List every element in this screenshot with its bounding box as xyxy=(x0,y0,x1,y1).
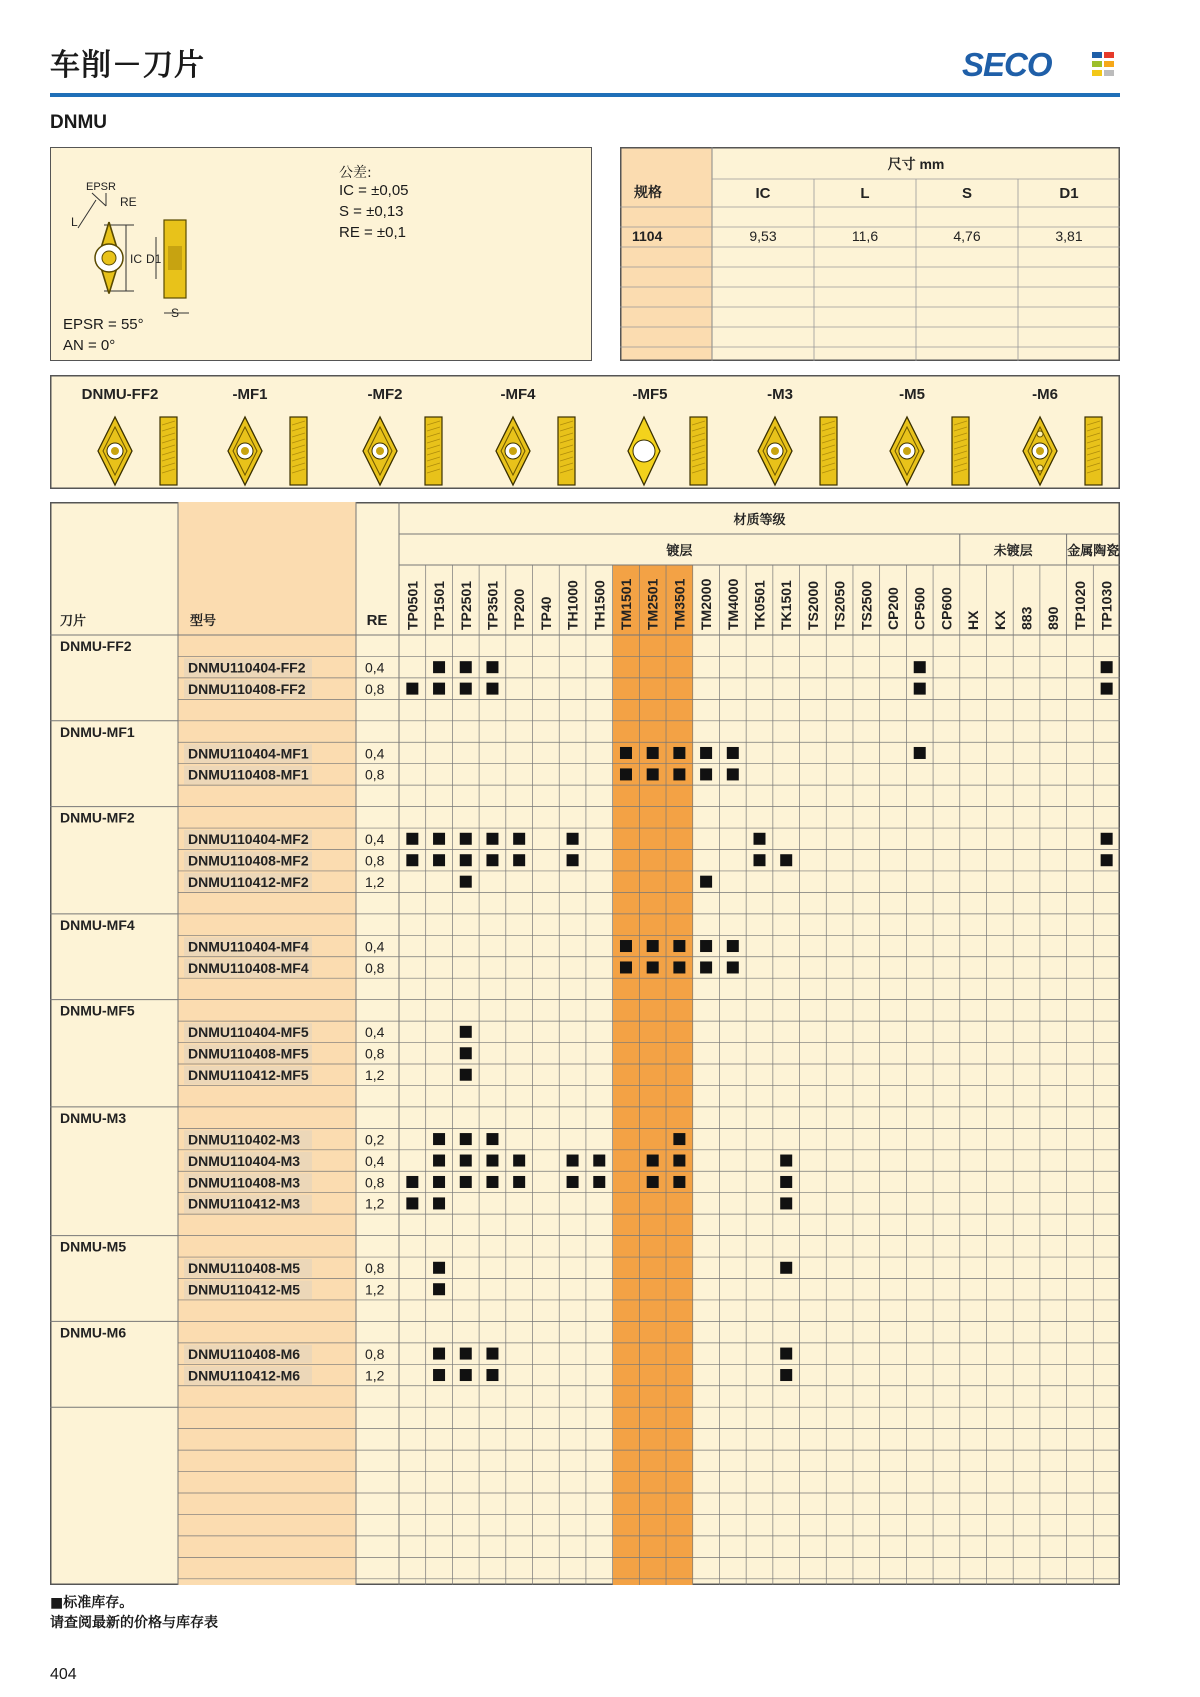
insert-column-header: 刀片 xyxy=(60,613,87,628)
stock-mark xyxy=(700,876,712,888)
stock-mark xyxy=(727,961,739,973)
stock-mark xyxy=(460,876,472,888)
stock-mark xyxy=(673,747,685,759)
grade-header-tm4000: TM4000 xyxy=(724,578,741,630)
grade-header-tp1030: TP1030 xyxy=(1098,580,1115,630)
re-value: 0,8 xyxy=(365,1174,385,1191)
model-code: DNMU110412-MF2 xyxy=(188,873,309,890)
insert-type-label: -MF4 xyxy=(500,386,536,403)
insert-hole-inner xyxy=(376,447,384,455)
insert-type-label: -M3 xyxy=(767,386,793,403)
l-label: L xyxy=(71,215,78,229)
re-value: 0,2 xyxy=(365,1131,385,1148)
stock-mark xyxy=(593,1176,605,1188)
model-code: DNMU110408-MF4 xyxy=(188,959,309,976)
stock-mark xyxy=(914,747,926,759)
stock-mark xyxy=(647,1176,659,1188)
material-header: 材质等级 xyxy=(733,512,786,527)
dims-size-header: 规格 xyxy=(634,184,662,200)
stock-mark xyxy=(406,1197,418,1209)
stock-mark xyxy=(433,661,445,673)
re-value: 1,2 xyxy=(365,1195,385,1212)
insert-type-label: -M5 xyxy=(899,386,925,403)
stock-mark xyxy=(433,1283,445,1295)
stock-mark xyxy=(460,1047,472,1059)
stock-mark xyxy=(460,1133,472,1145)
stock-mark xyxy=(1101,661,1113,673)
re-value: 0,4 xyxy=(365,938,385,955)
stock-mark xyxy=(914,661,926,673)
grade-header-cp600: CP600 xyxy=(938,587,955,630)
dims-value: 4,76 xyxy=(953,228,981,244)
stock-mark xyxy=(780,1369,792,1381)
stock-mark xyxy=(780,1262,792,1274)
re-value: 1,2 xyxy=(365,873,385,890)
stock-mark xyxy=(460,1348,472,1360)
group-header: 金属陶瓷 xyxy=(1067,543,1120,558)
model-code: DNMU110402-M3 xyxy=(188,1131,301,1148)
grade-header-ts2500: TS2500 xyxy=(858,580,875,630)
insert-type-label: -M6 xyxy=(1032,386,1058,403)
stock-mark xyxy=(460,661,472,673)
re-value: 0,8 xyxy=(365,1345,385,1362)
dims-size-column xyxy=(622,149,713,360)
dimensions-table xyxy=(620,147,1120,361)
stock-mark xyxy=(673,1155,685,1167)
stock-mark xyxy=(1101,833,1113,845)
grade-header-tp3501: TP3501 xyxy=(484,580,501,630)
stock-mark xyxy=(460,854,472,866)
dims-value: 9,53 xyxy=(749,228,777,244)
stock-mark xyxy=(460,1069,472,1081)
dims-col-header-l: L xyxy=(860,185,870,202)
stock-mark xyxy=(1101,854,1113,866)
insert-hole-inner xyxy=(1036,447,1044,455)
stock-mark xyxy=(486,661,498,673)
stock-mark xyxy=(754,854,766,866)
re-label: RE xyxy=(120,195,137,209)
stock-mark xyxy=(433,1369,445,1381)
grade-header-kx: KX xyxy=(991,610,1008,630)
stock-mark xyxy=(433,683,445,695)
re-value: 0,4 xyxy=(365,831,385,848)
section-title: DNMU xyxy=(50,112,107,133)
stock-mark xyxy=(567,1155,579,1167)
grade-header-tm3501: TM3501 xyxy=(671,578,688,630)
grade-header-ts2000: TS2000 xyxy=(804,580,821,630)
stock-mark xyxy=(433,854,445,866)
insert-hole xyxy=(633,440,655,462)
model-code: DNMU110408-M3 xyxy=(188,1174,301,1191)
dims-col-header-d1: D1 xyxy=(1059,185,1079,202)
insert-hole-inner xyxy=(903,447,911,455)
model-code: DNMU110408-MF2 xyxy=(188,852,309,869)
stock-mark xyxy=(673,1133,685,1145)
model-code: DNMU110412-MF5 xyxy=(188,1067,309,1083)
stock-mark xyxy=(486,1176,498,1188)
stock-mark xyxy=(780,1155,792,1167)
grade-header-890: 890 xyxy=(1045,606,1062,630)
stock-mark xyxy=(486,1155,498,1167)
insert-type-label: -MF2 xyxy=(367,386,403,403)
ic-label: IC xyxy=(130,252,142,266)
price-note: 请查阅最新的价格与库存表 xyxy=(50,1615,218,1631)
stock-mark xyxy=(567,854,579,866)
stock-mark xyxy=(433,1197,445,1209)
stock-mark xyxy=(567,1176,579,1188)
group-header: 未镀层 xyxy=(993,543,1033,558)
stock-mark xyxy=(780,1197,792,1209)
s-label: S xyxy=(171,306,180,318)
stock-mark xyxy=(647,1155,659,1167)
grade-header-tp2501: TP2501 xyxy=(457,580,474,630)
stock-mark xyxy=(620,747,632,759)
stock-mark xyxy=(433,1176,445,1188)
model-code: DNMU110404-MF2 xyxy=(188,831,309,848)
grade-header-tm2501: TM2501 xyxy=(644,578,661,630)
re-value: 0,4 xyxy=(365,659,385,676)
tolerance-heading: 公差: xyxy=(339,165,372,181)
stock-mark xyxy=(700,940,712,952)
an-note: AN = 0° xyxy=(63,337,116,354)
stock-mark xyxy=(673,940,685,952)
stock-mark xyxy=(406,854,418,866)
stock-mark xyxy=(914,683,926,695)
stock-mark xyxy=(486,833,498,845)
re-value: 0,8 xyxy=(365,766,385,783)
model-code: DNMU110412-M6 xyxy=(188,1367,301,1384)
grade-header-tp200: TP200 xyxy=(511,588,528,630)
grade-header-hx: HX xyxy=(965,610,982,630)
tolerance-panel xyxy=(50,147,592,361)
dims-col-header-ic: IC xyxy=(755,185,771,202)
stock-mark xyxy=(647,747,659,759)
model-column-header: 型号 xyxy=(190,613,217,628)
model-code: DNMU110404-MF5 xyxy=(188,1024,309,1041)
stock-mark xyxy=(567,833,579,845)
insert-group-name: DNMU-M6 xyxy=(60,1324,127,1341)
dims-group-header: 尺寸 mm xyxy=(887,156,945,172)
epsr-label: EPSR xyxy=(86,181,116,193)
stock-mark xyxy=(513,854,525,866)
stock-mark xyxy=(700,961,712,973)
grade-header-tk0501: TK0501 xyxy=(751,580,768,630)
insert-dot xyxy=(1037,465,1043,471)
re-value: 0,4 xyxy=(365,1152,385,1169)
insert-type-label: -MF1 xyxy=(232,386,268,403)
stock-mark xyxy=(780,1348,792,1360)
re-value: 1,2 xyxy=(365,1367,385,1384)
stock-mark xyxy=(673,961,685,973)
stock-mark xyxy=(513,1176,525,1188)
page-number: 404 xyxy=(50,1666,77,1683)
re-value: 1,2 xyxy=(365,1281,385,1298)
grade-header-tm2000: TM2000 xyxy=(698,578,715,630)
re-value: 0,8 xyxy=(365,680,385,697)
stock-mark xyxy=(406,1176,418,1188)
stock-mark xyxy=(647,961,659,973)
highlight-column-tm2501 xyxy=(639,565,666,1585)
epsr-note: EPSR = 55° xyxy=(63,316,144,333)
model-code: DNMU110408-M5 xyxy=(188,1260,301,1277)
grade-header-th1000: TH1000 xyxy=(564,580,581,630)
insert-group-name: DNMU-FF2 xyxy=(60,638,132,654)
stock-mark xyxy=(780,1176,792,1188)
model-code: DNMU110408-MF5 xyxy=(188,1045,309,1062)
re-value: 0,8 xyxy=(365,852,385,869)
insert-hole-inner xyxy=(241,447,249,455)
stock-mark xyxy=(647,768,659,780)
insert-dot xyxy=(1037,431,1043,437)
model-code: DNMU110408-M6 xyxy=(188,1345,301,1362)
stock-mark xyxy=(620,961,632,973)
insert-hole-inner xyxy=(771,447,779,455)
grade-header-ts2050: TS2050 xyxy=(831,580,848,630)
stock-mark xyxy=(754,833,766,845)
insert-types-strip xyxy=(50,375,1120,489)
model-code: DNMU110408-FF2 xyxy=(188,680,306,697)
stock-mark xyxy=(647,940,659,952)
stock-mark xyxy=(727,747,739,759)
stock-mark xyxy=(1101,683,1113,695)
re-value: 0,8 xyxy=(365,1045,385,1062)
stock-mark xyxy=(460,1176,472,1188)
stock-mark xyxy=(433,833,445,845)
dims-value: 11,6 xyxy=(851,228,879,244)
stock-mark xyxy=(460,833,472,845)
stock-mark xyxy=(433,1133,445,1145)
grade-availability-table xyxy=(50,502,1120,1585)
stock-mark xyxy=(460,683,472,695)
insert-dimension-diagram xyxy=(56,158,276,318)
stock-mark xyxy=(727,768,739,780)
grade-header-cp200: CP200 xyxy=(885,587,902,630)
stock-mark xyxy=(513,1155,525,1167)
model-code: DNMU110404-MF4 xyxy=(188,938,309,955)
re-column-header: RE xyxy=(366,612,388,629)
re-value: 1,2 xyxy=(365,1067,385,1083)
grade-header-tk1501: TK1501 xyxy=(778,580,795,630)
stock-mark xyxy=(486,1369,498,1381)
insert-group-name: DNMU-MF2 xyxy=(60,809,135,826)
seco-logo-mark-icon xyxy=(1092,52,1114,76)
re-value: 0,4 xyxy=(365,745,385,762)
insert-type-label: -MF5 xyxy=(632,386,668,403)
re-value: 0,8 xyxy=(365,1260,385,1277)
stock-legend: ■标准库存。 xyxy=(50,1595,134,1611)
stock-mark xyxy=(486,854,498,866)
model-code: DNMU110408-MF1 xyxy=(188,766,309,783)
re-value: 0,8 xyxy=(365,959,385,976)
stock-mark xyxy=(780,854,792,866)
tolerance-s: S = ±0,13 xyxy=(339,203,404,220)
model-code: DNMU110404-FF2 xyxy=(188,659,306,676)
grade-header-tp0501: TP0501 xyxy=(404,580,421,630)
model-code: DNMU110412-M5 xyxy=(188,1281,301,1298)
insert-type-label: DNMU-FF2 xyxy=(81,386,159,403)
insert-group-name: DNMU-MF5 xyxy=(60,1002,135,1019)
d1-label: D1 xyxy=(146,252,162,266)
dims-col-header-s: S xyxy=(961,185,973,202)
re-value: 0,4 xyxy=(365,1024,385,1041)
insert-hole-inner xyxy=(509,447,517,455)
tolerance-re: RE = ±0,1 xyxy=(339,224,407,241)
stock-mark xyxy=(486,1348,498,1360)
grade-header-883: 883 xyxy=(1018,606,1035,630)
page-title: 车削－刀片 xyxy=(50,48,205,83)
stock-mark xyxy=(620,768,632,780)
grade-header-cp500: CP500 xyxy=(911,587,928,630)
insert-group-name: DNMU-M5 xyxy=(60,1238,127,1255)
dims-size-value: 1104 xyxy=(632,228,663,244)
stock-mark xyxy=(727,940,739,952)
grade-header-tp1501: TP1501 xyxy=(431,580,448,630)
stock-mark xyxy=(673,1176,685,1188)
highlight-column-tm3501 xyxy=(666,565,693,1585)
group-header: 镀层 xyxy=(666,543,693,558)
stock-mark xyxy=(593,1155,605,1167)
highlight-column-tm1501 xyxy=(613,565,640,1585)
model-code: DNMU110404-MF1 xyxy=(188,745,309,762)
grade-header-tp40: TP40 xyxy=(537,596,554,630)
stock-mark xyxy=(433,1155,445,1167)
stock-mark xyxy=(513,833,525,845)
grade-header-th1500: TH1500 xyxy=(591,580,608,630)
stock-mark xyxy=(620,940,632,952)
header-rule xyxy=(50,93,1120,97)
stock-mark xyxy=(460,1369,472,1381)
stock-mark xyxy=(460,1155,472,1167)
stock-mark xyxy=(406,833,418,845)
stock-mark xyxy=(433,1262,445,1274)
insert-group-name: DNMU-M3 xyxy=(60,1109,127,1126)
stock-mark xyxy=(486,683,498,695)
stock-mark xyxy=(700,747,712,759)
stock-mark xyxy=(673,768,685,780)
model-code: DNMU110404-M3 xyxy=(188,1152,301,1169)
stock-mark xyxy=(406,683,418,695)
model-code: DNMU110412-M3 xyxy=(188,1195,301,1212)
seco-logo: SECO xyxy=(962,46,1052,83)
insert-group-name: DNMU-MF4 xyxy=(60,916,135,933)
grade-header-tp1020: TP1020 xyxy=(1071,580,1088,630)
dims-value: 3,81 xyxy=(1055,228,1083,244)
insert-group-name: DNMU-MF1 xyxy=(60,723,135,740)
insert-hole-inner xyxy=(111,447,119,455)
tolerance-ic: IC = ±0,05 xyxy=(339,182,409,199)
stock-mark xyxy=(486,1133,498,1145)
stock-mark xyxy=(700,768,712,780)
stock-mark xyxy=(460,1026,472,1038)
grade-header-tm1501: TM1501 xyxy=(617,578,634,630)
stock-mark xyxy=(433,1348,445,1360)
